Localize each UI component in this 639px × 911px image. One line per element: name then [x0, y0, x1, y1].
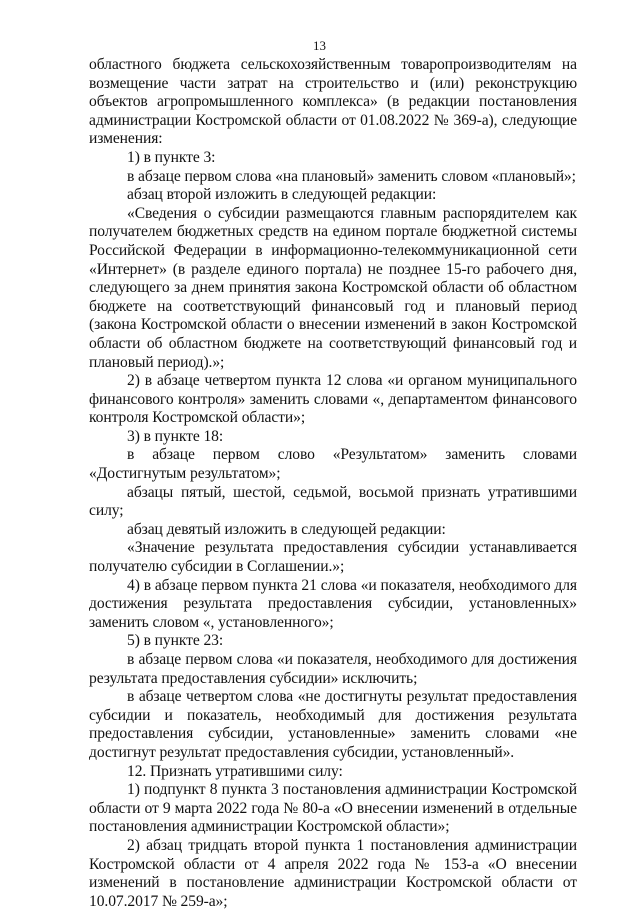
- paragraph-item-1: 1) в пункте 3:: [127, 148, 216, 166]
- paragraph-item-2: 2) в абзаце четвертом пункта 12 слова «и органом муниципального финансового контроля» заменить словами «, департаментом финансового контроля Костромской области»;: [89, 372, 577, 427]
- paragraph: в абзаце первом слова «на плановый» заменить словом «плановый»;: [127, 167, 576, 185]
- document-body: [89, 56, 577, 911]
- paragraph: в абзаце первом слово «Результатом» заменить словами «Достигнутым результатом»;: [89, 446, 577, 483]
- paragraph-section-12: 12. Признать утратившими силу:: [127, 762, 343, 780]
- paragraph-item-4: 4) в абзаце первом пункта 21 слова «и показателя, необходимого для достижения результата предоставления субсидии, установленных» заменить словом «, установленного»;: [89, 576, 577, 631]
- paragraph-item-5: 5) в пункте 23:: [127, 632, 224, 650]
- paragraph-quote: «Значение результата предоставления субсидии устанавливается получателю субсидии в Соглашении.»;: [89, 539, 577, 576]
- paragraph: абзацы пятый, шестой, седьмой, восьмой признать утратившими силу;: [89, 483, 577, 520]
- paragraph: абзац девятый изложить в следующей редакции:: [127, 520, 446, 538]
- paragraph-continuation: областного бюджета сельскохозяйственным товаропроизводителям на возмещение части затрат на строительство и (или) реконструкцию объектов агропромышленного комплекса» (в редакции постановления администрации Костромской области от 01.08.2022 № 369-а), следующие изменения:: [89, 56, 577, 148]
- paragraph-quote: «Сведения о субсидии размещаются главным распорядителем как получателем бюджетных средств на едином портале бюджетной системы Российской Федерации в информационно-телекоммуникационной сети «Интернет» (в разделе единого портала) не позднее 15-го рабочего дня, следующего за днем принятия закона Костромской области об областном бюджете на соответствующий финансовый год и плановый период (закона Костромской области о внесении изменений в закон Костромской области об областном бюджете на соответствующий финансовый год и плановый период).»;: [89, 204, 577, 371]
- paragraph: в абзаце четвертом слова «не достигнуты результат предоставления субсидии и показатель, необходимый для достижения результата предоставления субсидии, установленные» заменить словами «не достигнут результат предоставления субсидии, установленный».: [89, 688, 577, 761]
- page-number: 13: [313, 38, 326, 53]
- paragraph-item-3: 3) в пункте 18:: [127, 427, 224, 445]
- paragraph: абзац второй изложить в следующей редакции:: [127, 186, 437, 204]
- paragraph-repeal-item-2: 2) абзац тридцать второй пункта 1 постановления администрации Костромской области от 4 апреля 2022 года № 153-а «О внесении изменений в постановление администрации Костромской области от 10.07.2017 № 259-а»;: [89, 836, 577, 910]
- paragraph-repeal-item-1: 1) подпункт 8 пункта 3 постановления администрации Костромской области от 9 марта 2022 года № 80-а «О внесении изменений в отдельные постановления администрации Костромской области»;: [89, 781, 577, 836]
- paragraph: в абзаце первом слова «и показателя, необходимого для достижения результата предоставления субсидии» исключить;: [89, 651, 577, 687]
